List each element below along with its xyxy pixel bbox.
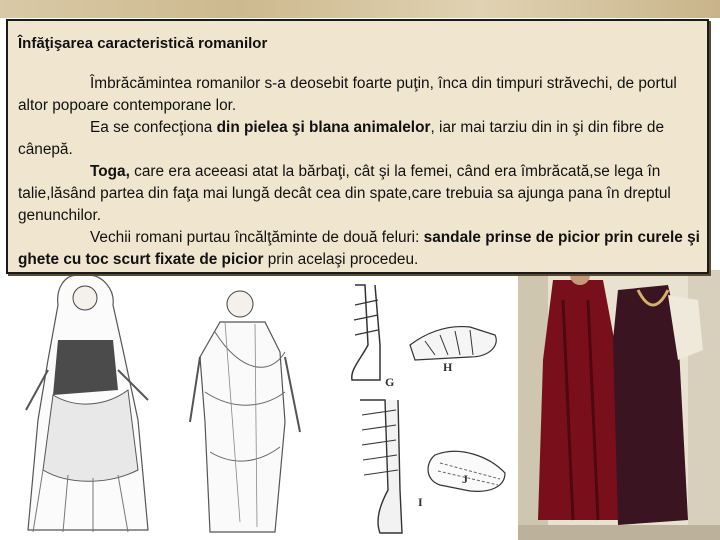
footwear-sketch-bottom	[340, 395, 515, 540]
caption-h: H	[443, 360, 453, 374]
background-strip	[0, 0, 720, 18]
roman-man-toga-drawing	[185, 282, 310, 540]
paragraph-2-text-a: Ea se confecţiona	[90, 119, 217, 136]
caption-j: J	[462, 472, 468, 486]
caption-g: G	[385, 375, 395, 389]
paragraph-4	[18, 227, 707, 271]
paragraph-4-text-c: prin acelaşi procedeu.	[263, 251, 419, 268]
paragraph-3-bold: Toga,	[90, 163, 130, 180]
paragraph-2-text-c: , iar mai tarziu din in şi din fibre de cânepă.	[18, 119, 665, 158]
slide-title: Înfăţişarea caracteristică romanilor	[18, 35, 268, 52]
paragraph-4-bold: sandale prinse de picior prin curele şi ghete cu toc scurt fixate de picior	[18, 229, 700, 268]
paragraph-1-text: Îmbrăcămintea romanilor s-a deosebit foarte puţin, înca din timpuri străvechi, de portul altor popoare contemporane lor.	[18, 75, 677, 114]
paragraph-1	[18, 73, 707, 117]
text-box	[6, 19, 709, 274]
roman-costumes-photo	[518, 270, 720, 540]
paragraph-2-bold: din pielea şi blana animalelor	[216, 119, 431, 136]
roman-woman-drawing	[18, 270, 158, 540]
paragraph-4-text-a: Vechii romani purtau încălţăminte de două feluri:	[90, 229, 424, 246]
footwear-sketch-top	[340, 275, 515, 390]
paragraph-3	[18, 161, 707, 227]
caption-i: I	[418, 495, 423, 509]
paragraph-2	[18, 117, 707, 161]
paragraph-3-text: care era aceeasi atat la bărbaţi, cât şi la femei, când era îmbrăcată,se lega în talie,lăsând partea din faţa mai lungă decât cea din spate,care trebuia sa ajunga pana în dreptul genunchilor.	[18, 163, 671, 224]
